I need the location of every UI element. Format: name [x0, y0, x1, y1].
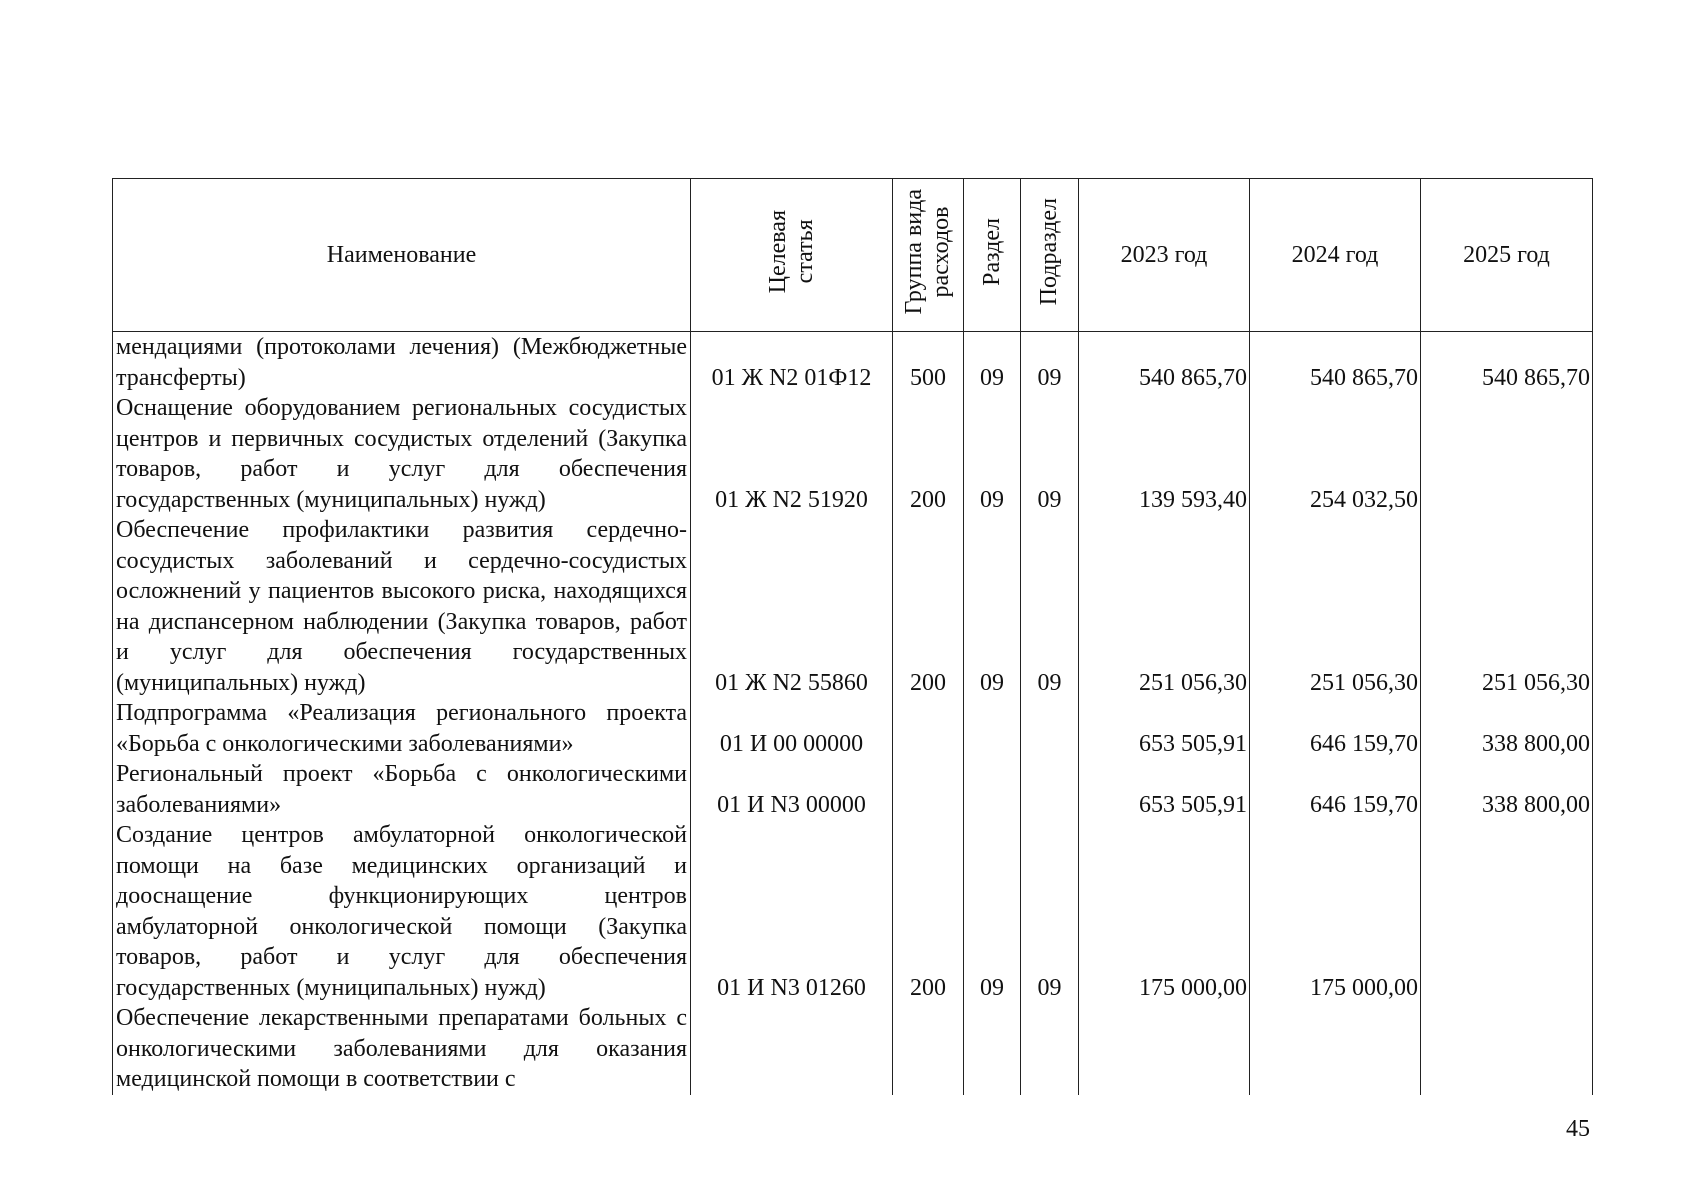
row-subsection: 09	[1021, 820, 1079, 1003]
row-2024	[1250, 1003, 1421, 1095]
row-group: 200	[893, 820, 964, 1003]
row-section	[964, 1003, 1021, 1095]
header-year-2024: 2024 год	[1250, 179, 1421, 332]
row-code: 01 Ж N2 51920	[691, 393, 893, 515]
row-group	[893, 759, 964, 820]
row-subsection	[1021, 759, 1079, 820]
row-2023: 139 593,40	[1079, 393, 1250, 515]
table-row	[113, 759, 1593, 820]
row-2025: 338 800,00	[1421, 759, 1593, 820]
row-2023: 540 865,70	[1079, 332, 1250, 394]
table-header	[113, 179, 1593, 332]
header-expense-group-line2: расходов	[928, 206, 954, 297]
table-body	[113, 332, 1593, 1095]
row-section	[964, 698, 1021, 759]
row-2024: 646 159,70	[1250, 698, 1421, 759]
header-subsection	[1021, 179, 1079, 332]
row-code: 01 Ж N2 55860	[691, 515, 893, 698]
row-2023: 175 000,00	[1079, 820, 1250, 1003]
row-2024: 646 159,70	[1250, 759, 1421, 820]
row-name: Региональный проект «Борьба с онкологическими заболеваниями»	[113, 759, 691, 820]
table-row	[113, 332, 1593, 394]
header-target-article-line1: Целевая	[764, 209, 791, 294]
row-2025	[1421, 393, 1593, 515]
row-subsection: 09	[1021, 515, 1079, 698]
row-subsection: 09	[1021, 332, 1079, 394]
row-group: 200	[893, 393, 964, 515]
row-name: Создание центров амбулаторной онкологической помощи на базе медицинских организаций и дооснащение функционирующих центров амбулаторной онкологической помощи (Закупка товаров, работ и услуг для обеспечения государственных (муниципальных) нужд)	[113, 820, 691, 1003]
table-row	[113, 393, 1593, 515]
row-2024: 254 032,50	[1250, 393, 1421, 515]
row-group	[893, 698, 964, 759]
header-subsection-label: Подраздел	[1036, 197, 1062, 306]
row-code	[691, 1003, 893, 1095]
row-2024: 540 865,70	[1250, 332, 1421, 394]
row-name: Оснащение оборудованием региональных сосудистых центров и первичных сосудистых отделений (Закупка товаров, работ и услуг для обеспечения государственных (муниципальных) нужд)	[113, 393, 691, 515]
table-row	[113, 820, 1593, 1003]
header-section-label: Раздел	[978, 217, 1005, 286]
row-section: 09	[964, 332, 1021, 394]
row-group	[893, 1003, 964, 1095]
row-section: 09	[964, 393, 1021, 515]
row-2023: 653 505,91	[1079, 759, 1250, 820]
row-subsection	[1021, 698, 1079, 759]
row-section	[964, 759, 1021, 820]
row-2025: 251 056,30	[1421, 515, 1593, 698]
row-subsection: 09	[1021, 393, 1079, 515]
row-2025: 540 865,70	[1421, 332, 1593, 394]
row-2024: 251 056,30	[1250, 515, 1421, 698]
row-name: Обеспечение профилактики развития сердечно-сосудистых заболеваний и сердечно-сосудистых осложнений у пациентов высокого риска, находящихся на диспансерном наблюдении (Закупка товаров, работ и услуг для обеспечения государственных (муниципальных) нужд)	[113, 515, 691, 698]
row-2023: 653 505,91	[1079, 698, 1250, 759]
header-year-2023: 2023 год	[1079, 179, 1250, 332]
table-row	[113, 698, 1593, 759]
row-code: 01 И N3 01260	[691, 820, 893, 1003]
header-expense-group-line1: Группа вида	[901, 188, 927, 315]
table-row	[113, 515, 1593, 698]
row-2025: 338 800,00	[1421, 698, 1593, 759]
row-code: 01 И 00 00000	[691, 698, 893, 759]
header-target-article	[691, 179, 893, 332]
page-number: 45	[1566, 1116, 1590, 1142]
table-row	[113, 1003, 1593, 1095]
row-2025	[1421, 1003, 1593, 1095]
row-group: 200	[893, 515, 964, 698]
row-2023	[1079, 1003, 1250, 1095]
row-name: Обеспечение лекарственными препаратами больных с онкологическими заболеваниями для оказания медицинской помощи в соответствии с	[113, 1003, 691, 1095]
row-name: Подпрограмма «Реализация регионального проекта «Борьба с онкологическими заболеваниями»	[113, 698, 691, 759]
budget-table	[112, 178, 1593, 1095]
row-group: 500	[893, 332, 964, 394]
header-year-2025: 2025 год	[1421, 179, 1593, 332]
header-expense-group	[893, 179, 964, 332]
row-subsection	[1021, 1003, 1079, 1095]
header-name: Наименование	[113, 179, 691, 332]
row-2024: 175 000,00	[1250, 820, 1421, 1003]
row-2023: 251 056,30	[1079, 515, 1250, 698]
row-section: 09	[964, 820, 1021, 1003]
row-2025	[1421, 820, 1593, 1003]
row-code: 01 И N3 00000	[691, 759, 893, 820]
header-section	[964, 179, 1021, 332]
row-name: мендациями (протоколами лечения) (Межбюджетные трансферты)	[113, 332, 691, 394]
row-section: 09	[964, 515, 1021, 698]
row-code: 01 Ж N2 01Ф12	[691, 332, 893, 394]
header-target-article-line2: статья	[791, 219, 818, 284]
